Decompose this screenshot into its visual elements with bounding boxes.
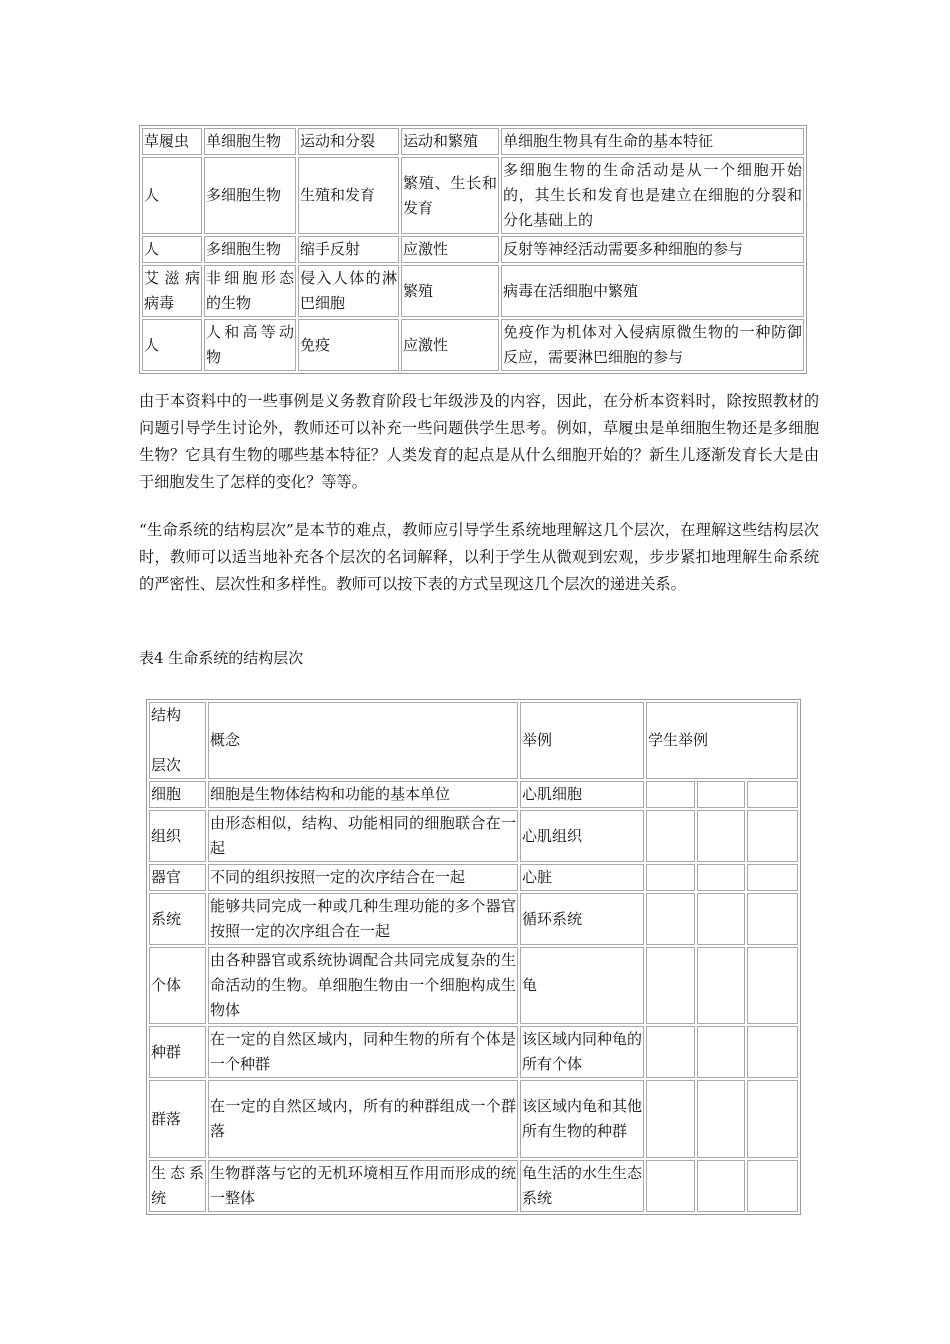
table-cell: 繁殖 (401, 265, 499, 317)
student-example-cell[interactable] (697, 1080, 745, 1158)
table-row (149, 947, 798, 1024)
level-cell: 生态系统 (149, 1160, 206, 1212)
table-header-row (149, 702, 798, 779)
student-example-cell[interactable] (747, 947, 798, 1024)
level-cell: 群落 (149, 1080, 206, 1158)
student-example-cell[interactable] (646, 810, 695, 862)
table-cell: 应激性 (401, 319, 499, 371)
life-system-levels-table (146, 699, 801, 1215)
table-cell: 病毒在活细胞中繁殖 (501, 265, 804, 317)
table-row (142, 265, 804, 317)
table-row (149, 810, 798, 862)
student-example-cell[interactable] (697, 1160, 745, 1212)
body-paragraph: 由于本资料中的一些事例是义务教育阶段七年级涉及的内容，因此，在分析本资料时，除按照教材的问题引导学生讨论外，教师还可以补充一些问题供学生思考。例如，草履虫是单细胞生物还是多细胞生物？它具有生物的哪些基本特征？人类发育的起点是从什么细胞开始的？新生儿逐渐发育长大是由于细胞发生了怎样的变化？等等。 (139, 392, 819, 491)
level-cell: 器官 (149, 864, 206, 891)
example-cell: 心肌细胞 (520, 781, 644, 808)
example-cell: 心肌组织 (520, 810, 644, 862)
student-example-cell[interactable] (697, 864, 745, 891)
concept-cell: 由各种器官或系统协调配合共同完成复杂的生命活动的生物。单细胞生物由一个细胞构成生物体 (208, 947, 518, 1024)
table-cell: 艾滋病病毒 (142, 265, 202, 317)
student-example-cell[interactable] (646, 864, 695, 891)
concept-cell: 由形态相似，结构、功能相同的细胞联合在一起 (208, 810, 518, 862)
header-level-line1: 结构 (151, 706, 182, 724)
level-cell: 个体 (149, 947, 206, 1024)
table-cell: 人 (142, 236, 202, 263)
student-example-cell[interactable] (747, 1080, 798, 1158)
table-row (142, 157, 804, 234)
example-cell: 循环系统 (520, 893, 644, 945)
student-example-cell[interactable] (646, 1160, 695, 1212)
table-cell: 非细胞形态的生物 (204, 265, 296, 317)
body-paragraph: “生命系统的结构层次”是本节的难点，教师应引导学生系统地理解这几个层次，在理解这些结构层次时，教师可以适当地补充各个层次的名词解释，以利于学生从微观到宏观，步步紧扣地理解生命系统的严密性、层次性和多样性。教师可以按下表的方式呈现这几个层次的递进关系。 (139, 521, 819, 593)
student-example-cell[interactable] (646, 781, 695, 808)
concept-cell: 生物群落与它的无机环境相互作用而形成的统一整体 (208, 1160, 518, 1212)
table-row (149, 1026, 798, 1078)
table-cell: 侵入人体的淋巴细胞 (298, 265, 399, 317)
table-cell: 人 (142, 319, 202, 371)
concept-cell: 在一定的自然区域内，同种生物的所有个体是一个种群 (208, 1026, 518, 1078)
example-cell: 该区域内同种龟的所有个体 (520, 1026, 644, 1078)
student-example-cell[interactable] (747, 864, 798, 891)
table-cell: 免疫作为机体对入侵病原微生物的一种防御反应，需要淋巴细胞的参与 (501, 319, 804, 371)
level-cell: 组织 (149, 810, 206, 862)
level-cell: 种群 (149, 1026, 206, 1078)
student-example-cell[interactable] (747, 1160, 798, 1212)
table-cell: 繁殖、生长和发育 (401, 157, 499, 234)
student-example-cell[interactable] (697, 810, 745, 862)
student-example-cell[interactable] (646, 893, 695, 945)
header-level-line2: 层次 (151, 756, 182, 774)
table-cell: 反射等神经活动需要多种细胞的参与 (501, 236, 804, 263)
table-cell: 免疫 (298, 319, 399, 371)
table-cell: 人和高等动物 (204, 319, 296, 371)
table-cell: 单细胞生物 (204, 128, 296, 155)
table-cell: 多细胞生物 (204, 236, 296, 263)
table-caption: 表4 生命系统的结构层次 (139, 649, 304, 667)
table-row (149, 781, 798, 808)
level-cell: 细胞 (149, 781, 206, 808)
header-cell-example: 举例 (520, 702, 644, 779)
table-cell: 缩手反射 (298, 236, 399, 263)
header-cell-level (149, 702, 206, 779)
table-cell: 草履虫 (142, 128, 202, 155)
table-cell: 运动和繁殖 (401, 128, 499, 155)
table-row (149, 893, 798, 945)
concept-cell: 在一定的自然区域内，所有的种群组成一个群落 (208, 1080, 518, 1158)
table-cell: 应激性 (401, 236, 499, 263)
example-cell: 心脏 (520, 864, 644, 891)
student-example-cell[interactable] (747, 893, 798, 945)
student-example-cell[interactable] (646, 1026, 695, 1078)
student-example-cell[interactable] (747, 781, 798, 808)
student-example-cell[interactable] (697, 947, 745, 1024)
example-cell: 龟 (520, 947, 644, 1024)
example-cell: 该区域内龟和其他所有生物的种群 (520, 1080, 644, 1158)
table-row (149, 1080, 798, 1158)
organism-activity-table (139, 125, 807, 374)
student-example-cell[interactable] (747, 1026, 798, 1078)
student-example-cell[interactable] (747, 810, 798, 862)
table-cell: 生殖和发育 (298, 157, 399, 234)
example-cell: 龟生活的水生生态系统 (520, 1160, 644, 1212)
table-cell: 单细胞生物具有生命的基本特征 (501, 128, 804, 155)
student-example-cell[interactable] (697, 1026, 745, 1078)
header-cell-concept: 概念 (208, 702, 518, 779)
table-cell: 运动和分裂 (298, 128, 399, 155)
table-cell: 多细胞生物 (204, 157, 296, 234)
table-row (142, 236, 804, 263)
table-cell: 人 (142, 157, 202, 234)
concept-cell: 细胞是生物体结构和功能的基本单位 (208, 781, 518, 808)
level-cell: 系统 (149, 893, 206, 945)
table-cell: 多细胞生物的生命活动是从一个细胞开始的，其生长和发育也是建立在细胞的分裂和分化基础上的 (501, 157, 804, 234)
table-row (149, 1160, 798, 1212)
student-example-cell[interactable] (646, 947, 695, 1024)
student-example-cell[interactable] (646, 1080, 695, 1158)
table-row (149, 864, 798, 891)
student-example-cell[interactable] (697, 781, 745, 808)
concept-cell: 不同的组织按照一定的次序结合在一起 (208, 864, 518, 891)
concept-cell: 能够共同完成一种或几种生理功能的多个器官按照一定的次序组合在一起 (208, 893, 518, 945)
header-cell-student: 学生举例 (646, 702, 798, 779)
table-row (142, 319, 804, 371)
table-row (142, 128, 804, 155)
student-example-cell[interactable] (697, 893, 745, 945)
